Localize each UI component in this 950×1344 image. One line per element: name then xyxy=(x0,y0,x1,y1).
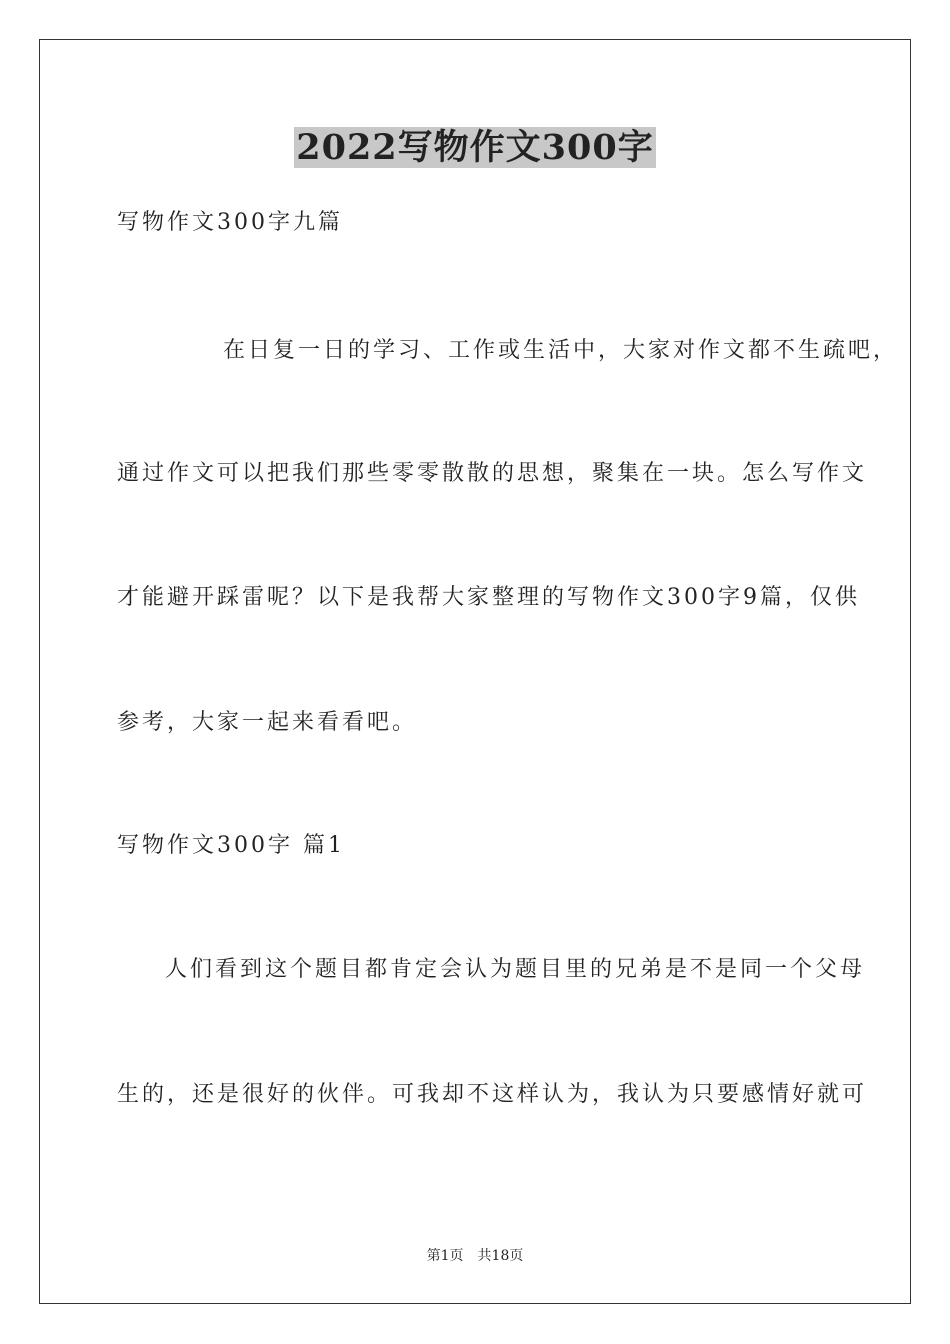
section-heading: 写物作文300字 篇1 xyxy=(117,833,345,858)
page-total-label: 共18页 xyxy=(477,1248,524,1264)
document-title-text: 2022写物作文300字 xyxy=(296,127,654,168)
document-subtitle: 写物作文300字九篇 xyxy=(117,210,343,235)
intro-line-2: 通过作文可以把我们那些零零散散的思想，聚集在一块。怎么写作文 xyxy=(117,461,868,486)
intro-line-4: 参考，大家一起来看看吧。 xyxy=(117,710,418,735)
page-footer xyxy=(0,1247,950,1265)
intro-line-1: 在日复一日的学习、工作或生活中，大家对作文都不生疏吧， xyxy=(173,338,899,363)
intro-line-3: 才能避开踩雷呢？以下是我帮大家整理的写物作文300字9篇，仅供 xyxy=(117,585,860,610)
body-line-1: 人们看到这个题目都肯定会认为题目里的兄弟是不是同一个父母 xyxy=(140,957,866,982)
page-number-label: 第1页 xyxy=(426,1248,464,1264)
body-line-2: 生的，还是很好的伙伴。可我却不这样认为，我认为只要感情好就可 xyxy=(117,1082,868,1107)
document-title xyxy=(0,126,950,170)
